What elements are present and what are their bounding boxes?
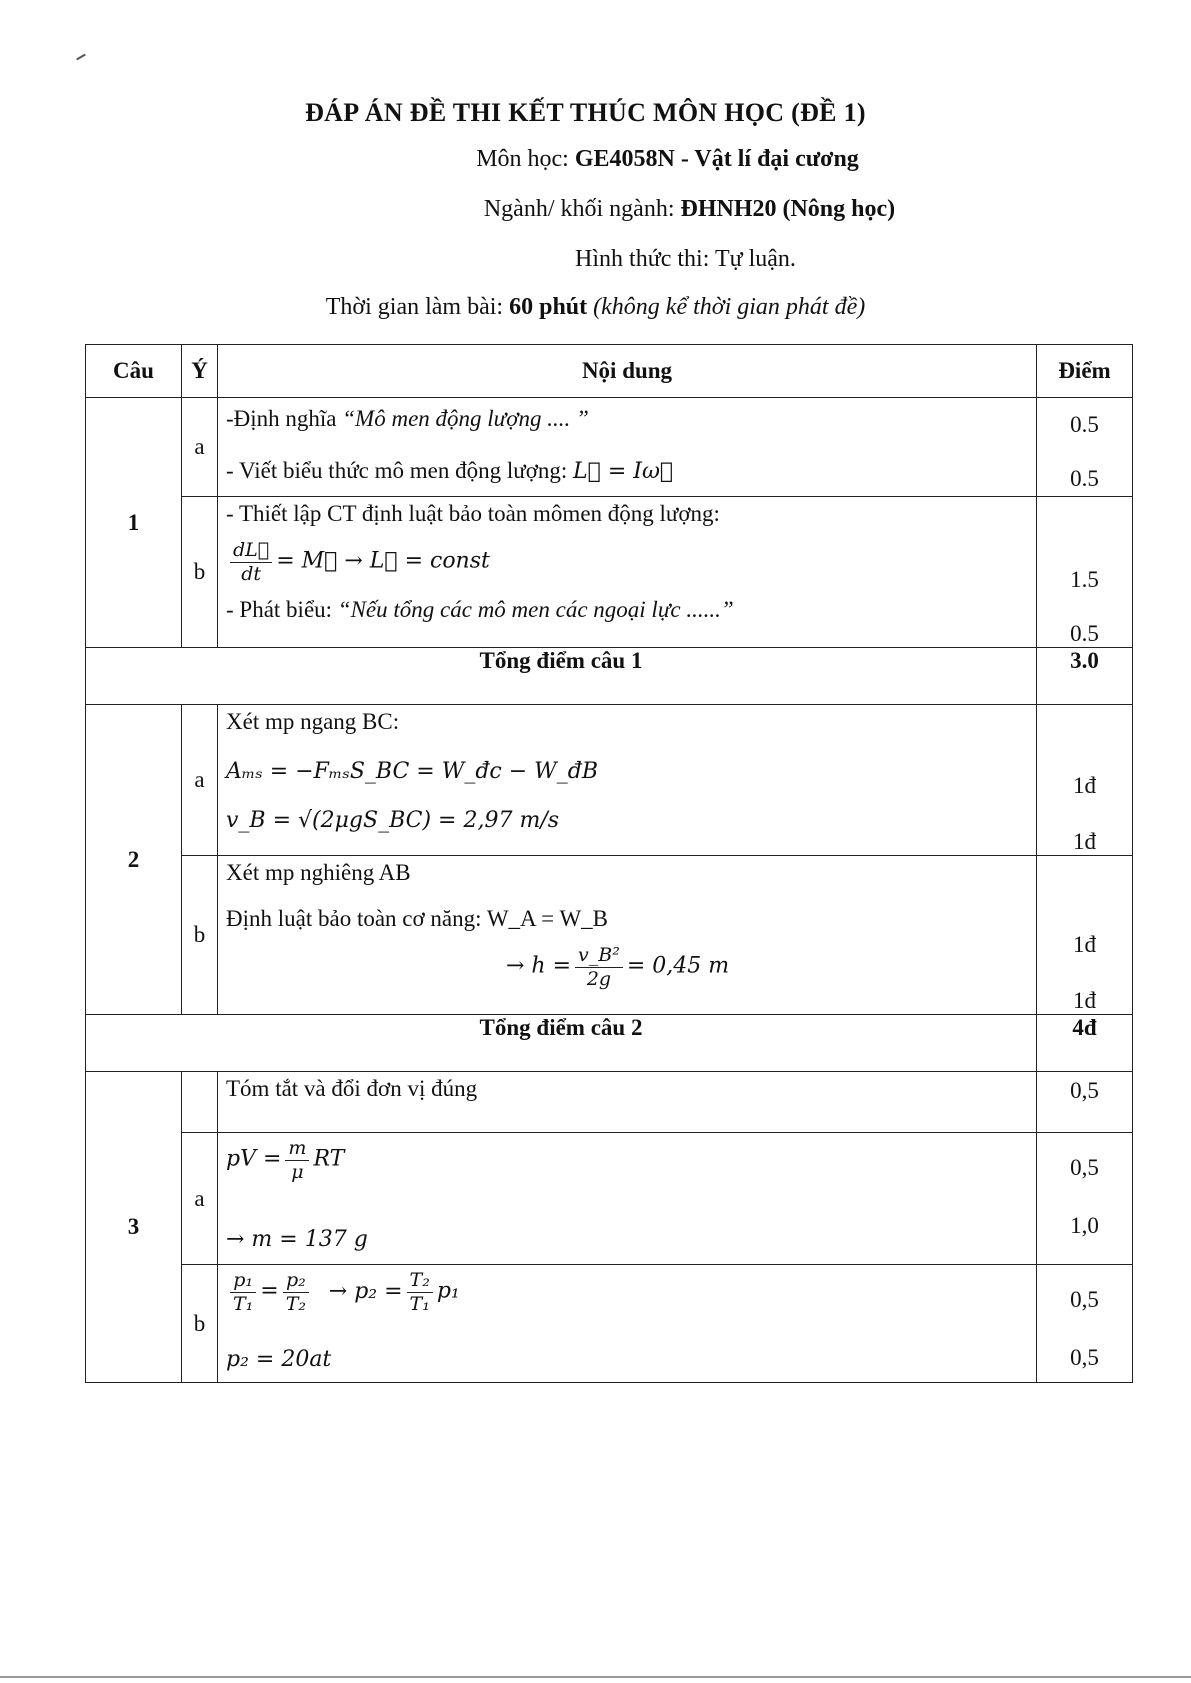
q1-b-content <box>218 497 1037 648</box>
q2-b-row <box>86 856 1133 1015</box>
q1-a-score-2: 0.5 <box>1070 466 1099 491</box>
q3-b-fraction-2: $\frac{\text{p₂}}{\text{T₂}}$ <box>283 1269 309 1316</box>
q2-b-line3-prefix: → h = <box>506 953 572 979</box>
time-label: Thời gian làm bài: <box>325 294 504 320</box>
major-line <box>94 196 1191 223</box>
q3-intro-score: 0,5 <box>1037 1072 1133 1133</box>
q3-b-score-1: 0,5 <box>1070 1287 1099 1312</box>
q1-total-label: Tổng điểm câu 1 <box>86 648 1037 705</box>
q3-b-fraction-3: $\frac{\text{T₂}}{\text{T₁}}$ <box>407 1269 433 1316</box>
header-diem: Điểm <box>1037 345 1133 398</box>
q1-b-line1: - Thiết lập CT định luật bảo toàn mômen động lượng: <box>226 501 720 526</box>
q3-b-label: b <box>182 1265 218 1383</box>
q3-b-score-2: 0,5 <box>1070 1345 1099 1370</box>
q3-intro-line: Tóm tắt và đổi đơn vị đúng <box>218 1072 1037 1133</box>
q3-b-fraction-1: $\frac{\text{p₁}}{\text{T₁}}$ <box>230 1269 256 1316</box>
q3-a-content <box>218 1133 1037 1265</box>
q3-a-score-2: 1,0 <box>1070 1213 1099 1238</box>
time-note: (không kể thời gian phát đề) <box>593 294 866 320</box>
q1-a-line1-quote: “Mô men động lượng .... ” <box>342 406 589 431</box>
q3-b-scores <box>1037 1265 1133 1383</box>
subject-line <box>72 146 1191 173</box>
q1-b-score-2: 0.5 <box>1070 621 1099 646</box>
page-title: ĐÁP ÁN ĐỀ THI KẾT THÚC MÔN HỌC (ĐỀ 1) <box>305 98 866 127</box>
q1-number: 1 <box>86 398 182 648</box>
table-header-row <box>86 345 1133 398</box>
q1-a-score-1: 0.5 <box>1070 412 1099 437</box>
q2-total-score: 4đ <box>1037 1015 1133 1072</box>
q2-b-score-1: 1đ <box>1073 932 1096 957</box>
q3-b-mid: → p₂ = <box>328 1278 403 1304</box>
q2-a-line1: Xét mp ngang BC: <box>226 709 400 734</box>
exam-form: Hình thức thi: Tự luận. <box>575 246 796 272</box>
major-label: Ngành/ khối ngành: <box>483 196 675 222</box>
q3-b-tail: p₁ <box>436 1278 460 1304</box>
q2-b-content <box>218 856 1037 1015</box>
q1-b-scores <box>1037 497 1133 648</box>
q3-a-scores <box>1037 1133 1133 1265</box>
q3-a-line2: → m = 137 g <box>226 1227 368 1252</box>
q3-b-row <box>86 1265 1133 1383</box>
scan-bottom-edge <box>0 1676 1191 1678</box>
q2-a-row <box>86 705 1133 856</box>
q2-a-scores <box>1037 705 1133 856</box>
q1-b-line3-quote: “Nếu tổng các mô men các ngoại lực ......” <box>337 597 734 622</box>
q1-a-label: a <box>182 398 218 497</box>
header-noi-dung: Nội dung <box>218 345 1037 398</box>
q2-total-row <box>86 1015 1133 1072</box>
q1-b-score-1: 1.5 <box>1070 567 1099 592</box>
q1-total-score: 3.0 <box>1037 648 1133 705</box>
q2-b-score-2: 1đ <box>1073 988 1096 1013</box>
q2-b-line3-suffix: = 0,45 m <box>626 953 730 979</box>
q2-b-scores <box>1037 856 1133 1015</box>
q2-total-label: Tổng điểm câu 2 <box>86 1015 1037 1072</box>
header-cau: Câu <box>86 345 182 398</box>
q3-b-line2: p₂ = 20at <box>226 1347 332 1372</box>
q1-b-fraction: $\frac{dL⃗}{dt}$ <box>230 539 272 586</box>
q2-a-line2: Aₘₛ = −FₘₛS_BC = W_đc − W_đB <box>226 759 599 784</box>
q2-a-label: a <box>182 705 218 856</box>
q1-a-row <box>86 398 1133 497</box>
q2-a-score-1: 1đ <box>1073 773 1096 798</box>
q2-a-line3: v_B = √(2μgS_BC) = 2,97 m/s <box>226 808 560 833</box>
q1-a-line1-text: -Định nghĩa <box>226 406 343 431</box>
q1-total-row <box>86 648 1133 705</box>
q3-a-line1-suffix: RT <box>313 1146 345 1172</box>
q1-a-line2-math: L⃗ = Iω⃗ <box>573 459 674 484</box>
q2-b-line1: Xét mp nghiêng AB <box>226 860 411 885</box>
q3-a-fraction: $\frac{m}{\mu}$ <box>285 1137 309 1184</box>
subject-value: GE4058N - Vật lí đại cương <box>574 146 859 172</box>
q3-b-content: $\frac{\text{p₁}}{\text{T₁}}$ = $\frac{\text{p₂}}{\text{T₂}}$ → p₂ = $\frac{\text{T₂}}{\text{T₁}}$ p₁ p₂ = 20at <box>218 1265 1037 1383</box>
q3-intro-row <box>86 1072 1133 1133</box>
q3-a-line1-prefix: pV = <box>226 1146 282 1172</box>
q3-a-score-1: 0,5 <box>1070 1155 1099 1180</box>
q1-a-line2-text: - Viết biểu thức mô men động lượng: <box>226 458 574 483</box>
time-line <box>0 294 1191 321</box>
time-value: 60 phút <box>509 294 588 320</box>
q1-a-content <box>218 398 1037 497</box>
q2-a-content <box>218 705 1037 856</box>
q2-b-line2: Định luật bảo toàn cơ năng: W_A = W_B <box>226 906 609 931</box>
q2-b-label: b <box>182 856 218 1015</box>
q2-a-score-2: 1đ <box>1073 829 1096 854</box>
q1-b-label: b <box>182 497 218 648</box>
q3-a-label: a <box>182 1133 218 1265</box>
q3-a-row <box>86 1133 1133 1265</box>
q1-b-line2-math: = M⃗ → L⃗ = const <box>276 548 490 574</box>
q1-b-row <box>86 497 1133 648</box>
subject-label: Môn học: <box>476 146 569 172</box>
q1-b-line3-text: - Phát biểu: <box>226 597 338 622</box>
q3-intro-y <box>182 1072 218 1133</box>
q2-number: 2 <box>86 705 182 1015</box>
q2-b-fraction: $\frac{\text{v\_B²}}{2g}$ <box>575 944 623 991</box>
scan-mark <box>76 54 86 61</box>
answer-table <box>85 344 1133 1383</box>
q3-number: 3 <box>86 1072 182 1383</box>
q1-a-scores <box>1037 398 1133 497</box>
major-value: ĐHNH20 (Nông học) <box>680 196 896 222</box>
header-y: Ý <box>182 345 218 398</box>
